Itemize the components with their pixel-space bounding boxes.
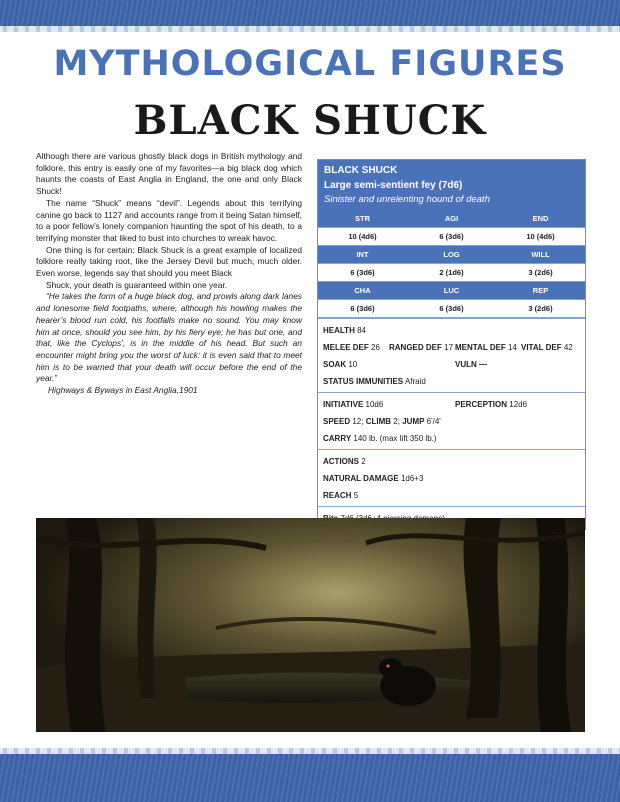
health-value: 84: [357, 326, 366, 335]
mental-def-label: MENTAL DEF: [455, 343, 506, 352]
initiative-label: INITIATIVE: [323, 400, 364, 409]
perception-value: 12d6: [509, 400, 528, 409]
vital-def-value: 42: [563, 343, 573, 352]
movement-section: [318, 392, 585, 449]
natural-damage-row: [323, 470, 580, 487]
ability-labels-row: [318, 282, 585, 299]
soak-row: [323, 356, 580, 373]
ability-label: LOG: [443, 250, 460, 259]
ranged-def-label: RANGED DEF: [389, 343, 442, 352]
vuln-label: VULN: [455, 360, 477, 369]
vital-def-label: VITAL DEF: [521, 343, 562, 352]
initiative-row: [323, 396, 580, 413]
series-title: MYTHOLOGICAL FIGURES: [53, 44, 567, 84]
stat-block: [317, 159, 586, 530]
health-row: [323, 322, 580, 339]
speed-label: SPEED: [323, 417, 351, 426]
vuln-value: —: [479, 360, 488, 369]
creature-type: Large semi-sentient fey (7d6): [324, 180, 463, 191]
perception-label: PERCEPTION: [455, 400, 508, 409]
reach-value: 5: [353, 491, 359, 500]
carry-value: 140 lb. (max lift 350 lb.): [353, 434, 437, 443]
paragraph: One thing is for certain: Black Shuck is a great example of localized folklore really taking root, like the Jersey Devil but much, much older. Even worse, legends say that should you meet Black: [36, 244, 302, 279]
actions-row: [323, 453, 580, 470]
ability-values-row: [318, 299, 585, 318]
health-label: HEALTH: [323, 326, 355, 335]
stat-header: [318, 160, 585, 210]
ranged-def-value: 17: [444, 343, 454, 352]
ability-values-row: [318, 227, 585, 246]
ability-value: 2 (1d6): [439, 268, 464, 277]
defense-row: [323, 339, 580, 356]
quote: “He takes the form of a huge black dog, and prowls along dark lanes and lonesome field footpaths, where, although his howling makes the hearer’s blood run cold, his footfalls make no sound. You may know him at once, should you see him, by his fiery eye; he has but one, and that, like the Cyclops’, is in the middle of his head. But such an encounter might bring you the worst of luck: it is even said that to meet him is to be warned that your death will occur before the end of the year.”: [36, 291, 302, 384]
immunities-value: Afraid: [404, 377, 426, 386]
melee-def-value: 26: [371, 343, 380, 352]
ability-value: 10 (4d6): [348, 232, 377, 241]
ability-value: 3 (2d6): [528, 304, 553, 313]
natural-damage-label: NATURAL DAMAGE: [323, 474, 399, 483]
ability-labels-row: [318, 210, 585, 227]
ability-label: WILL: [531, 250, 550, 259]
entry-title: BLACK SHUCK: [133, 97, 487, 144]
actions-value: 2: [361, 457, 366, 466]
swamp-illustration-art: [36, 518, 585, 732]
paragraph: Although there are various ghostly black dogs in British mythology and folklore, this entry is easily one of my favorites—a big black dog which haunts the coasts of East Anglia in England, the one and only Black Shuck!: [36, 151, 302, 197]
ability-label: LUC: [443, 286, 460, 295]
reach-row: [323, 487, 580, 504]
speed-value: 12;: [352, 417, 364, 426]
jump-label: JUMP: [402, 417, 425, 426]
ability-value: 3 (2d6): [528, 268, 553, 277]
ability-value: 6 (3d6): [439, 232, 464, 241]
ability-values-row: [318, 263, 585, 282]
mental-def-value: 14: [508, 343, 517, 352]
initiative-value: 10d6: [365, 400, 384, 409]
soak-value: 10: [348, 360, 358, 369]
climb-label: CLIMB: [365, 417, 392, 426]
creature-description: Sinister and unrelenting hound of death: [324, 194, 490, 205]
paragraph: Shuck, your death is guaranteed within one year.: [46, 279, 228, 290]
jump-value: 6'/4': [426, 417, 441, 426]
ability-value: 6 (3d6): [439, 304, 464, 313]
ability-label: CHA: [354, 286, 371, 295]
bottom-border-band: [0, 748, 620, 802]
natural-damage-value: 1d6+3: [400, 474, 424, 483]
ability-labels-row: [318, 246, 585, 263]
defense-section: [318, 318, 585, 392]
ability-label: AGI: [444, 214, 459, 223]
article-body: [36, 151, 302, 397]
reach-label: REACH: [323, 491, 352, 500]
swamp-illustration: [36, 518, 585, 732]
paragraph: The name “Shuck” means “devil”. Legends about this terrifying canine go back to 1127 and accounts range from it being Satan himself, to a poor fellow’s lonely companion haunting the spot of his death, to a terrifying monster that liked to bust into churches to wreak havoc.: [36, 197, 302, 243]
actions-section: [318, 449, 585, 506]
ability-label: REP: [532, 286, 549, 295]
ability-label: INT: [356, 250, 369, 259]
top-border-band: [0, 0, 620, 32]
actions-label: ACTIONS: [323, 457, 359, 466]
creature-name: BLACK SHUCK: [324, 165, 398, 176]
ability-value: 10 (4d6): [526, 232, 555, 241]
quote-source: Highways & Byways in East Anglia,1901: [48, 385, 198, 396]
speed-row: [323, 413, 580, 430]
ability-value: 6 (3d6): [350, 268, 375, 277]
immunities-row: [323, 373, 580, 390]
carry-row: [323, 430, 580, 447]
immunities-label: STATUS IMMUNITIES: [323, 377, 404, 386]
carry-label: CARRY: [323, 434, 352, 443]
ability-value: 6 (3d6): [350, 304, 375, 313]
melee-def-label: MELEE DEF: [323, 343, 369, 352]
soak-label: SOAK: [323, 360, 347, 369]
ability-label: STR: [355, 214, 370, 223]
dog-eye: [386, 664, 389, 667]
ability-label: END: [532, 214, 549, 223]
climb-value: 2;: [393, 417, 400, 426]
